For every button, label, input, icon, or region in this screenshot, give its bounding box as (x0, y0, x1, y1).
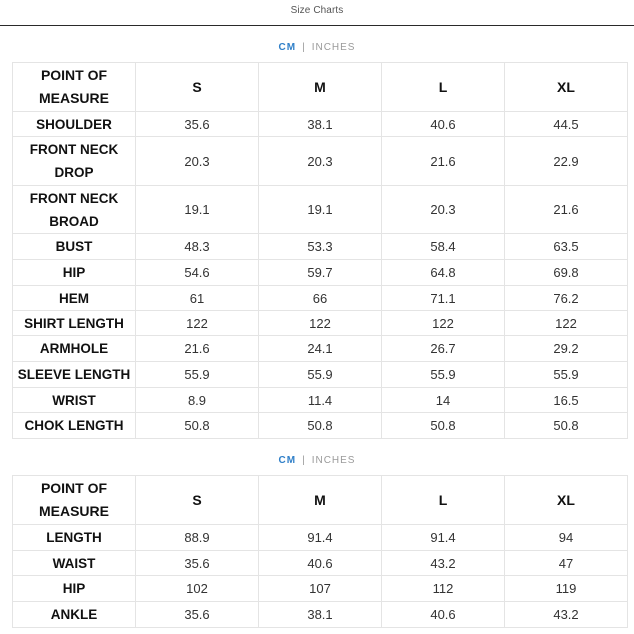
table-row (13, 234, 628, 260)
value-cell: 26.7 (382, 336, 505, 362)
measure-label: FRONT NECK BROAD (13, 186, 136, 234)
value-cell: 43.2 (505, 602, 628, 628)
value-cell: 64.8 (382, 260, 505, 286)
value-cell: 20.3 (136, 137, 259, 186)
value-cell: 55.9 (382, 362, 505, 388)
table-header-row (13, 476, 628, 525)
value-cell: 88.9 (136, 525, 259, 551)
table-row (13, 311, 628, 336)
unit-toggle (0, 42, 634, 54)
measure-label: BUST (13, 234, 136, 260)
value-cell: 94 (505, 525, 628, 551)
header-point-of-measure: POINT OF MEASURE (13, 476, 136, 525)
value-cell: 21.6 (505, 186, 628, 234)
header-size-xl: XL (505, 476, 628, 525)
inches-unit-button[interactable]: INCHES (311, 455, 356, 466)
value-cell: 40.6 (382, 602, 505, 628)
value-cell: 122 (259, 311, 382, 336)
table-row (13, 576, 628, 602)
header-size-m: M (259, 63, 382, 112)
value-cell: 61 (136, 286, 259, 311)
value-cell: 47 (505, 551, 628, 576)
top-size-table (12, 62, 628, 439)
value-cell: 53.3 (259, 234, 382, 260)
measure-label: WAIST (13, 551, 136, 576)
measure-label: LENGTH (13, 525, 136, 551)
value-cell: 50.8 (382, 413, 505, 439)
measure-label: ANKLE (13, 602, 136, 628)
table-row (13, 112, 628, 137)
table-row (13, 413, 628, 439)
table-row (13, 388, 628, 413)
value-cell: 112 (382, 576, 505, 602)
value-cell: 50.8 (505, 413, 628, 439)
value-cell: 16.5 (505, 388, 628, 413)
value-cell: 55.9 (505, 362, 628, 388)
table-row (13, 286, 628, 311)
value-cell: 40.6 (259, 551, 382, 576)
measure-label: CHOK LENGTH (13, 413, 136, 439)
value-cell: 20.3 (382, 186, 505, 234)
table-row (13, 551, 628, 576)
value-cell: 22.9 (505, 137, 628, 186)
table-header-row (13, 63, 628, 112)
value-cell: 71.1 (382, 286, 505, 311)
table-row (13, 362, 628, 388)
value-cell: 122 (136, 311, 259, 336)
value-cell: 19.1 (259, 186, 382, 234)
measure-label: HEM (13, 286, 136, 311)
table-row (13, 336, 628, 362)
value-cell: 8.9 (136, 388, 259, 413)
measure-label: WRIST (13, 388, 136, 413)
inches-unit-button[interactable]: INCHES (311, 42, 356, 53)
value-cell: 44.5 (505, 112, 628, 137)
value-cell: 63.5 (505, 234, 628, 260)
cm-unit-button[interactable]: CM (278, 455, 297, 466)
page-title: Size Charts (290, 5, 344, 16)
value-cell: 24.1 (259, 336, 382, 362)
value-cell: 29.2 (505, 336, 628, 362)
header-size-l: L (382, 63, 505, 112)
value-cell: 66 (259, 286, 382, 311)
value-cell: 55.9 (259, 362, 382, 388)
value-cell: 58.4 (382, 234, 505, 260)
unit-toggle (0, 455, 634, 467)
value-cell: 40.6 (382, 112, 505, 137)
value-cell: 20.3 (259, 137, 382, 186)
value-cell: 35.6 (136, 551, 259, 576)
header-point-of-measure: POINT OF MEASURE (13, 63, 136, 112)
measure-label: HIP (13, 576, 136, 602)
table-row (13, 602, 628, 628)
unit-separator: | (302, 455, 306, 466)
measure-label: ARMHOLE (13, 336, 136, 362)
value-cell: 59.7 (259, 260, 382, 286)
measure-label: FRONT NECK DROP (13, 137, 136, 186)
measure-label: SHIRT LENGTH (13, 311, 136, 336)
value-cell: 69.8 (505, 260, 628, 286)
measure-label: SLEEVE LENGTH (13, 362, 136, 388)
value-cell: 38.1 (259, 602, 382, 628)
value-cell: 48.3 (136, 234, 259, 260)
value-cell: 38.1 (259, 112, 382, 137)
header-size-s: S (136, 476, 259, 525)
header-size-s: S (136, 63, 259, 112)
value-cell: 107 (259, 576, 382, 602)
value-cell: 55.9 (136, 362, 259, 388)
measure-label: HIP (13, 260, 136, 286)
value-cell: 50.8 (259, 413, 382, 439)
header-size-m: M (259, 476, 382, 525)
value-cell: 91.4 (382, 525, 505, 551)
cm-unit-button[interactable]: CM (278, 42, 297, 53)
value-cell: 122 (505, 311, 628, 336)
size-charts-header (0, 0, 634, 26)
value-cell: 43.2 (382, 551, 505, 576)
table-row (13, 525, 628, 551)
value-cell: 21.6 (136, 336, 259, 362)
value-cell: 54.6 (136, 260, 259, 286)
value-cell: 14 (382, 388, 505, 413)
value-cell: 122 (382, 311, 505, 336)
value-cell: 119 (505, 576, 628, 602)
measure-label: SHOULDER (13, 112, 136, 137)
value-cell: 91.4 (259, 525, 382, 551)
value-cell: 50.8 (136, 413, 259, 439)
bottom-size-table (12, 475, 628, 628)
header-size-l: L (382, 476, 505, 525)
unit-separator: | (302, 42, 306, 53)
value-cell: 35.6 (136, 112, 259, 137)
table-row (13, 260, 628, 286)
table-row (13, 186, 628, 234)
value-cell: 11.4 (259, 388, 382, 413)
table-row (13, 137, 628, 186)
value-cell: 102 (136, 576, 259, 602)
value-cell: 21.6 (382, 137, 505, 186)
header-size-xl: XL (505, 63, 628, 112)
value-cell: 76.2 (505, 286, 628, 311)
value-cell: 35.6 (136, 602, 259, 628)
value-cell: 19.1 (136, 186, 259, 234)
